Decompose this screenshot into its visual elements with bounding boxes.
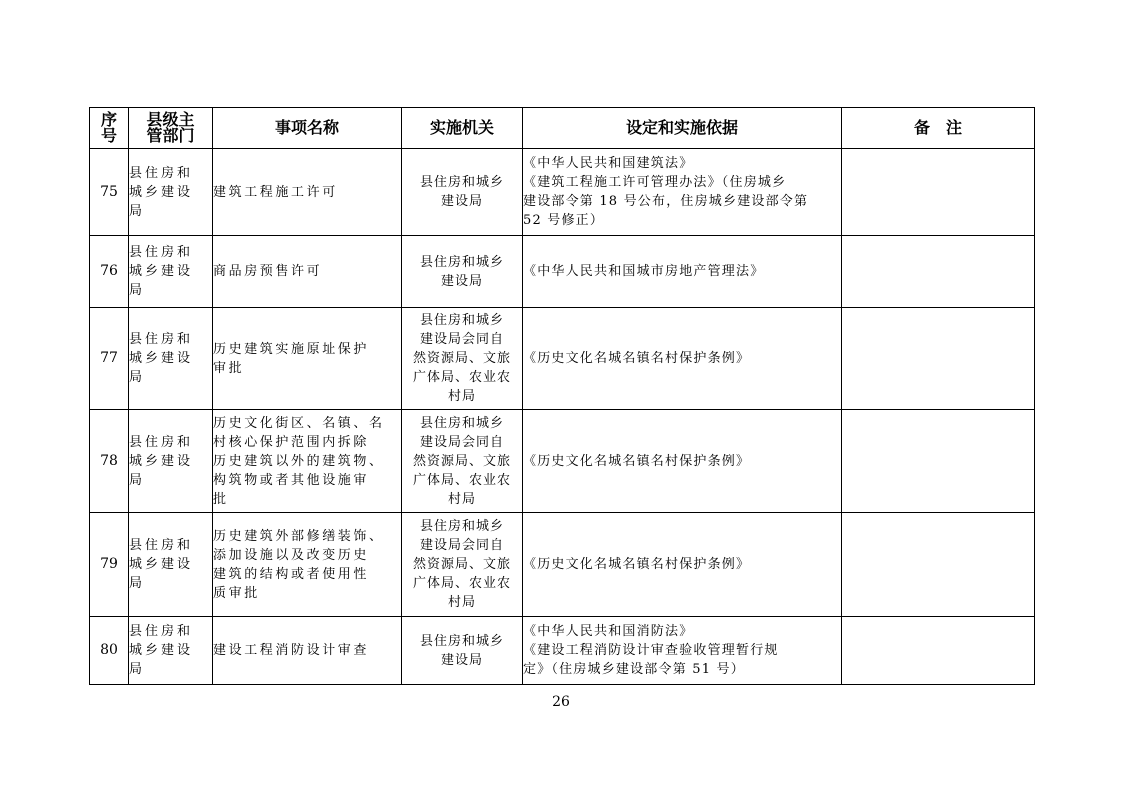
row-note <box>842 410 1035 513</box>
row-agency: 县住房和城乡 建设局会同自 然资源局、文旅 广体局、农业农 村局 <box>402 308 523 410</box>
permit-table <box>89 107 1035 685</box>
row-agency: 县住房和城乡 建设局 <box>402 617 523 685</box>
row-seq: 75 <box>90 149 129 236</box>
row-note <box>842 149 1035 236</box>
table-row <box>90 410 1035 513</box>
row-item-name: 历史文化街区、名镇、名 村核心保护范围内拆除 历史建筑以外的建筑物、 构筑物或者其他设施审 批 <box>213 410 402 513</box>
row-agency: 县住房和城乡 建设局 <box>402 149 523 236</box>
row-dept: 县住房和 城乡建设 局 <box>129 308 213 410</box>
row-seq: 79 <box>90 513 129 617</box>
row-item-name: 建设工程消防设计审查 <box>213 617 402 685</box>
row-item-name: 商品房预售许可 <box>213 236 402 308</box>
table-row <box>90 617 1035 685</box>
row-item-name: 建筑工程施工许可 <box>213 149 402 236</box>
row-basis: 《历史文化名城名镇名村保护条例》 <box>523 513 842 617</box>
row-agency: 县住房和城乡 建设局会同自 然资源局、文旅 广体局、农业农 村局 <box>402 410 523 513</box>
page-number: 26 <box>552 694 570 710</box>
row-note <box>842 513 1035 617</box>
row-dept: 县住房和 城乡建设 局 <box>129 617 213 685</box>
row-item-name: 历史建筑实施原址保护 审批 <box>213 308 402 410</box>
row-seq: 80 <box>90 617 129 685</box>
row-note <box>842 236 1035 308</box>
row-seq: 78 <box>90 410 129 513</box>
row-basis: 《历史文化名城名镇名村保护条例》 <box>523 308 842 410</box>
header-dept: 县级主 管部门 <box>129 108 213 149</box>
header-seq: 序 号 <box>90 108 129 149</box>
header-note: 备 注 <box>842 108 1035 149</box>
row-dept: 县住房和 城乡建设 局 <box>129 410 213 513</box>
row-agency: 县住房和城乡 建设局会同自 然资源局、文旅 广体局、农业农 村局 <box>402 513 523 617</box>
row-item-name: 历史建筑外部修缮装饰、 添加设施以及改变历史 建筑的结构或者使用性 质审批 <box>213 513 402 617</box>
header-row <box>90 108 1035 149</box>
row-dept: 县住房和 城乡建设 局 <box>129 149 213 236</box>
row-basis: 《历史文化名城名镇名村保护条例》 <box>523 410 842 513</box>
header-agency: 实施机关 <box>402 108 523 149</box>
row-dept: 县住房和 城乡建设 局 <box>129 236 213 308</box>
row-seq: 76 <box>90 236 129 308</box>
header-item-name: 事项名称 <box>213 108 402 149</box>
table-row <box>90 308 1035 410</box>
table-row <box>90 149 1035 236</box>
row-note <box>842 308 1035 410</box>
row-agency: 县住房和城乡 建设局 <box>402 236 523 308</box>
row-basis: 《中华人民共和国建筑法》 《建筑工程施工许可管理办法》（住房城乡 建设部令第 18 号公布，住房城乡建设部令第 52 号修正） <box>523 149 842 236</box>
header-basis: 设定和实施依据 <box>523 108 842 149</box>
row-basis: 《中华人民共和国城市房地产管理法》 <box>523 236 842 308</box>
row-note <box>842 617 1035 685</box>
row-basis: 《中华人民共和国消防法》 《建设工程消防设计审查验收管理暂行规 定》（住房城乡建设部令第 51 号） <box>523 617 842 685</box>
row-seq: 77 <box>90 308 129 410</box>
row-dept: 县住房和 城乡建设 局 <box>129 513 213 617</box>
table-row <box>90 513 1035 617</box>
table-row <box>90 236 1035 308</box>
